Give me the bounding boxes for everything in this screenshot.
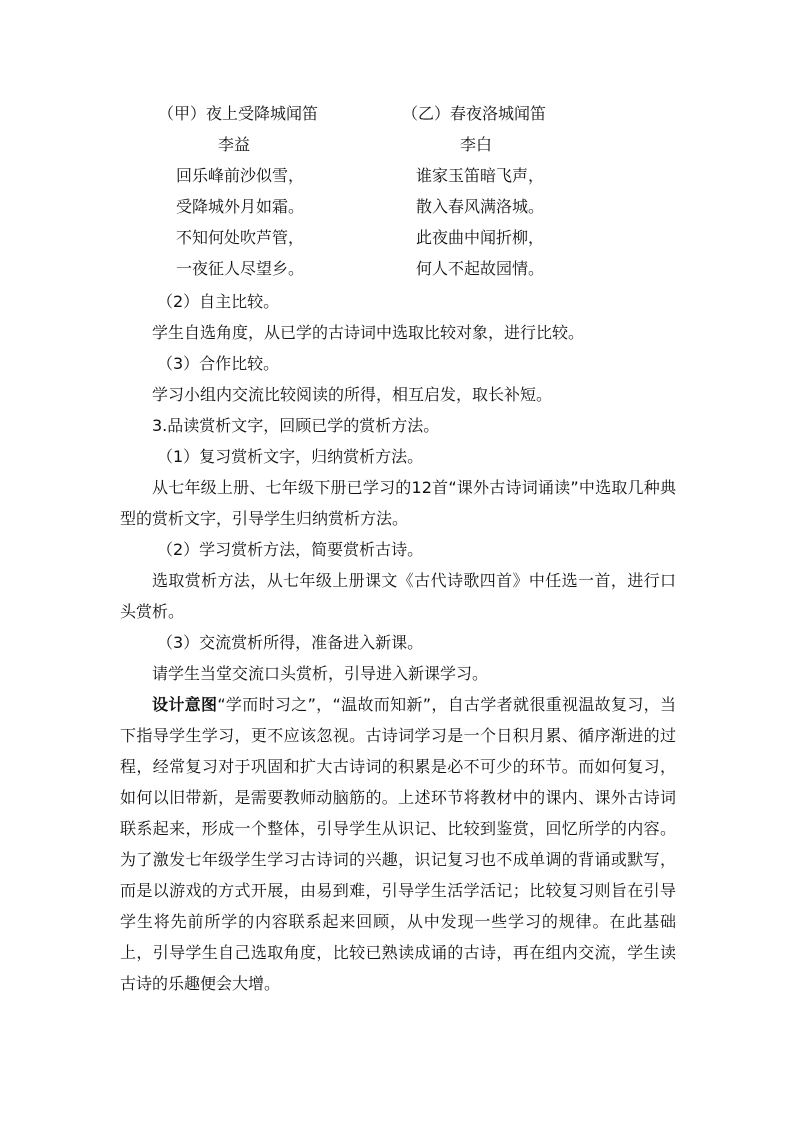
poem-title: （乙）春夜洛城闻笛: [402, 104, 547, 123]
poem-author: 李益: [218, 135, 251, 154]
poem-line: 不知何处吹芦管，: [176, 228, 305, 247]
paragraph: （2）自主比较。: [157, 292, 280, 311]
poem-title: （甲）夜上受降城闻笛: [158, 104, 319, 123]
poem-line: 谁家玉笛暗飞声，: [416, 166, 545, 185]
poem-line: 何人不起故园情。: [416, 259, 545, 278]
poem-line: 一夜征人尽望乡。: [176, 259, 305, 278]
body-text: [120, 286, 676, 999]
poem-yi: [402, 98, 622, 284]
section-heading: 3.品读赏析文字，回顾已学的赏析方法。: [152, 416, 440, 435]
design-intent-text: “学而时习之”，“温故而知新”，自古学者就很重视温故复习，当下指导学生学习，更不应该忽视。古诗词学习是一个日积月累、循序渐进的过程，经常复习对于巩固和扩大古诗词的积累是必不可少的环节。而如何复习，如何以旧带新，是需要教师动脑筋的。上述环节将教材中的课内、课外古诗词联系起来，形成一个整体，引导学生从识记、比较到鉴赏，回忆所学的内容。为了激发七年级学生学习古诗词的兴趣，识记复习也不成单调的背诵或默写，而是以游戏的方式开展，由易到难，引导学生活学活记；比较复习则旨在引导学生将先前所学的内容联系起来回顾，从中发现一些学习的规律。在此基础上，引导学生自己选取角度，比较已熟读成诵的古诗，再在组内交流，学生读古诗的乐趣便会大增。: [120, 695, 676, 993]
paragraph: （1）复习赏析文字，归纳赏析方法。: [157, 447, 424, 466]
poem-line: 受降城外月如霜。: [176, 197, 305, 216]
poem-line: 此夜曲中闻折柳，: [416, 228, 545, 247]
paragraph: （3）合作比较。: [157, 354, 280, 373]
paragraph: 选取赏析方法，从七年级上册课文《古代诗歌四首》中任选一首，进行口头赏析。: [120, 571, 676, 621]
paragraph: （3）交流赏析所得，准备进入新课。: [157, 633, 424, 652]
paragraph: 从七年级上册、七年级下册已学习的12首“课外古诗词诵读”中选取几种典型的赏析文字，引导学生归纳赏析方法。: [120, 478, 676, 528]
poem-jia: [158, 98, 378, 284]
poem-author: 李白: [460, 135, 493, 154]
design-intent-label: 设计意图: [152, 695, 218, 714]
paragraph: 学习小组内交流比较阅读的所得，相互启发，取长补短。: [152, 385, 553, 404]
poem-line: 回乐峰前沙似雪，: [176, 166, 305, 185]
paragraph: 学生自选角度，从已学的古诗词中选取比较对象，进行比较。: [152, 323, 585, 342]
paragraph: 请学生当堂交流口头赏析，引导进入新课学习。: [152, 664, 489, 683]
paragraph: （2）学习赏析方法，简要赏析古诗。: [157, 540, 424, 559]
poem-line: 散入春风满洛城。: [416, 197, 545, 216]
design-intent-paragraph: [120, 689, 676, 999]
